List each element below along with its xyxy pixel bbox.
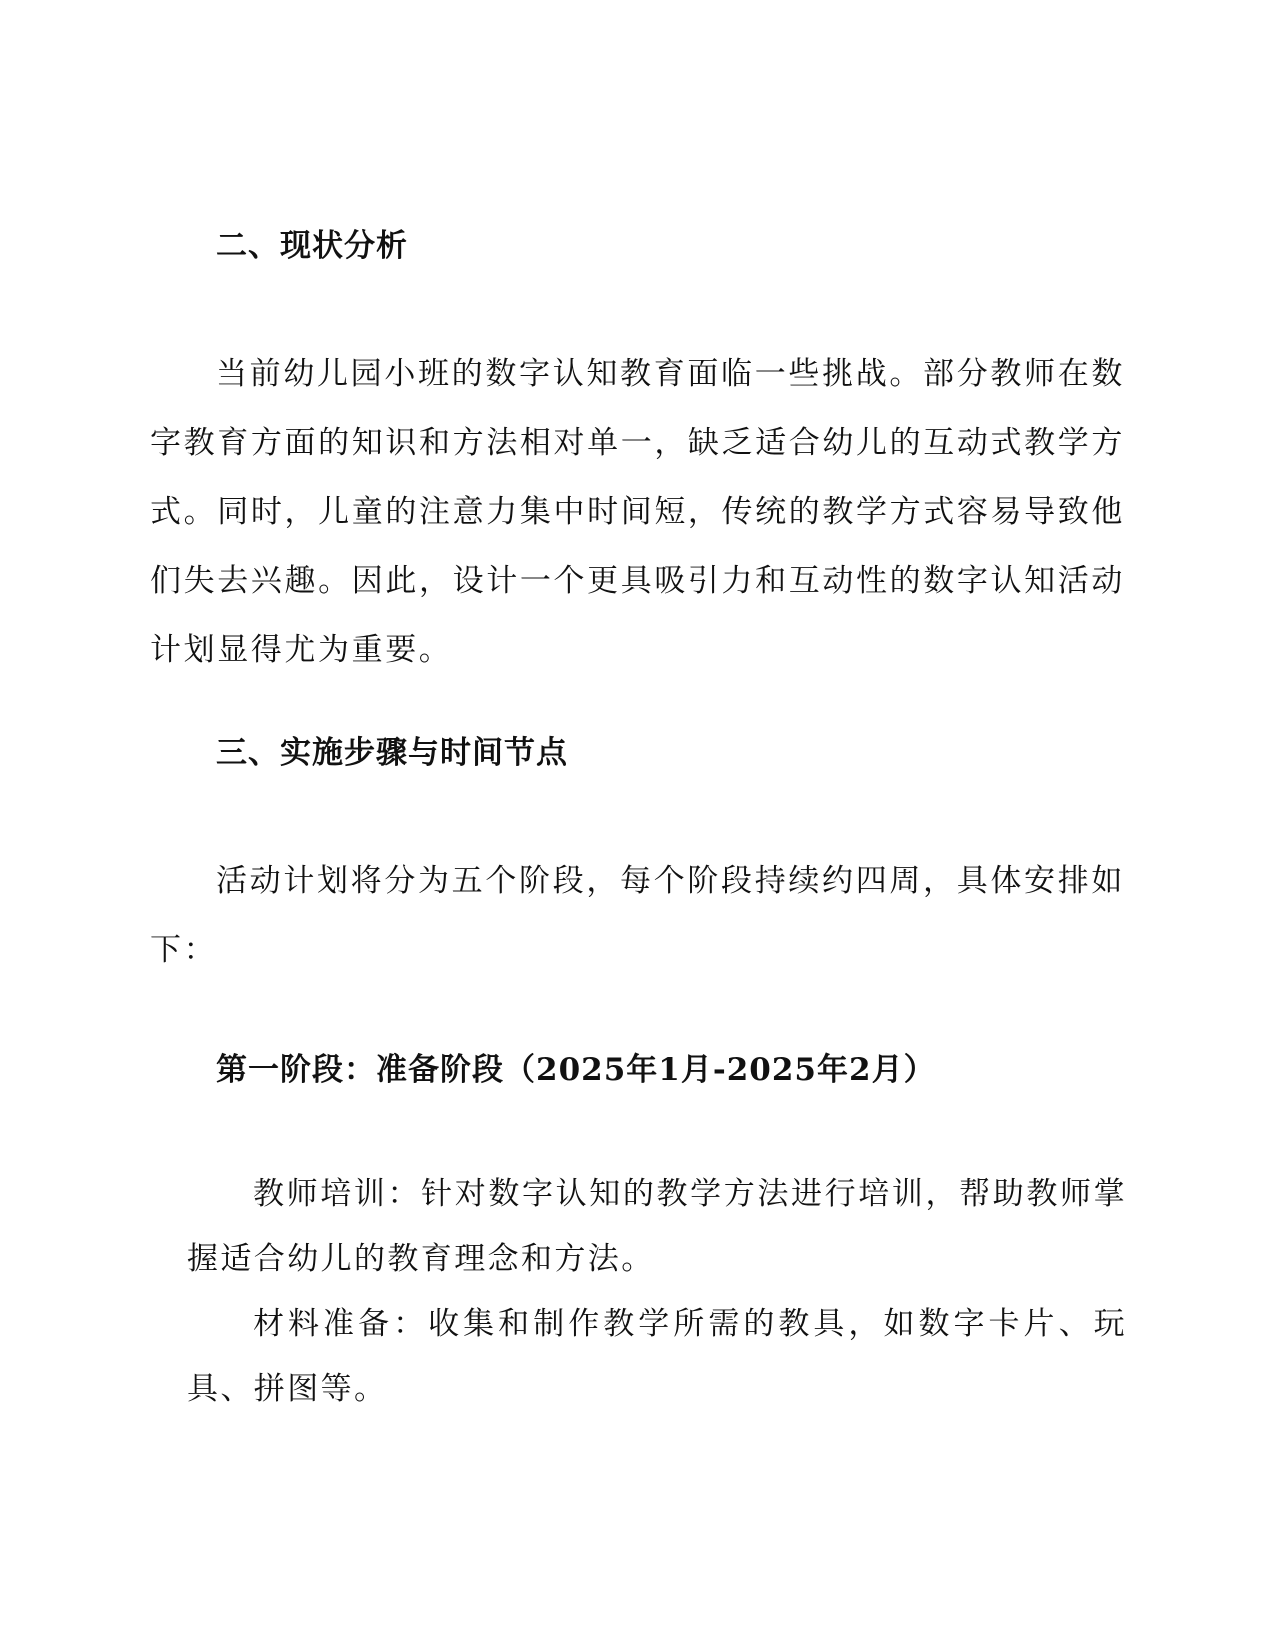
phase-item-material-preparation: 材料准备：收集和制作教学所需的教具，如数字卡片、玩具、拼图等。 — [187, 1306, 1127, 1407]
phase-one-heading: 第一阶段：准备阶段（2025年1月-2025年2月） — [216, 1052, 936, 1088]
status-analysis-paragraph: 当前幼儿园小班的数字认知教育面临一些挑战。部分教师在数字教育方面的知识和方法相对单一，缺乏适合幼儿的互动式教学方式。同时，儿童的注意力集中时间短，传统的教学方式容易导致他们失去兴趣。因此，设计一个更具吸引力和互动性的数字认知活动计划显得尤为重要。 — [150, 356, 1125, 668]
section-heading-implementation-steps: 三、实施步骤与时间节点 — [216, 735, 568, 771]
phase-item-teacher-training: 教师培训：针对数字认知的教学方法进行培训，帮助教师掌握适合幼儿的教育理念和方法。 — [187, 1176, 1127, 1277]
section-heading-status-analysis: 二、现状分析 — [216, 228, 408, 264]
implementation-intro-paragraph: 活动计划将分为五个阶段，每个阶段持续约四周，具体安排如下： — [150, 863, 1125, 968]
